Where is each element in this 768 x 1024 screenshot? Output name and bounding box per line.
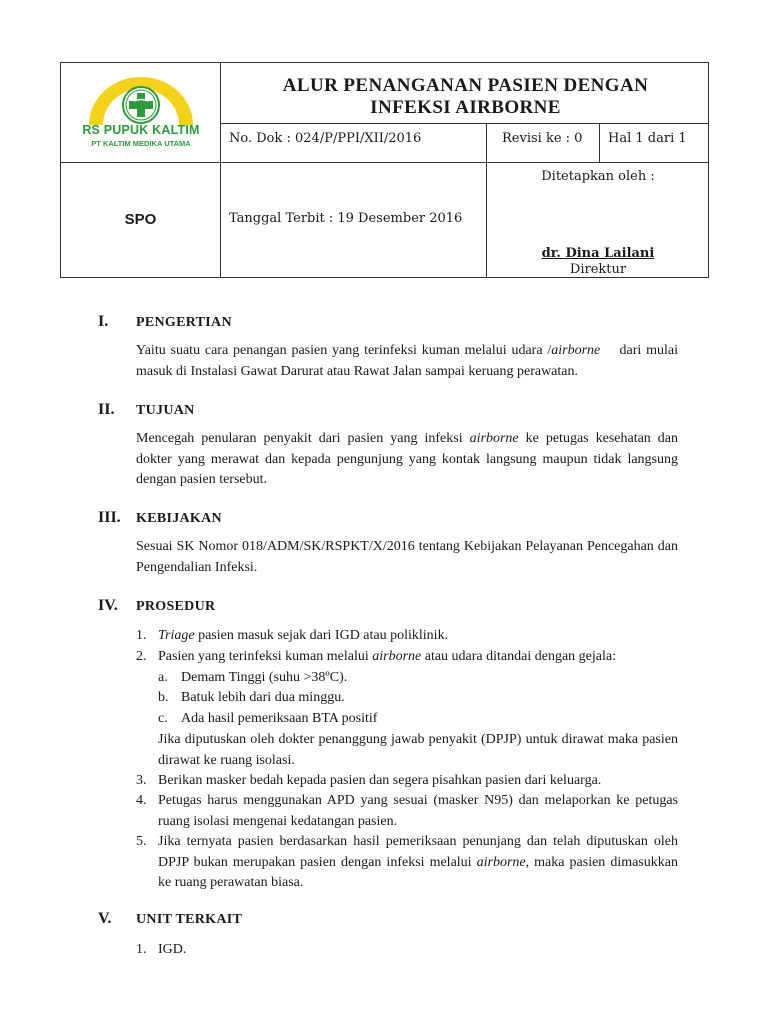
- section-title: KEBIJAKAN: [136, 511, 222, 526]
- section-number: I.: [98, 313, 109, 330]
- text-emphasis: airborne: [551, 343, 601, 358]
- section-heading-tujuan: [98, 401, 195, 419]
- list-text: [158, 647, 678, 668]
- text-run: atau udara ditandai dengan gejala:: [424, 649, 616, 664]
- list-item: [136, 791, 678, 833]
- list-text: Ada hasil pemeriksaan BTA positif: [181, 711, 378, 726]
- text-run: Pasien yang terinfeksi kuman melalui: [158, 649, 369, 664]
- text-run: dari mulai masuk di Instalasi Gawat Darurat atau Rawat Jalan sampai keruang perawatan.: [136, 343, 678, 379]
- table-divider: [220, 123, 709, 124]
- list-item: [136, 626, 678, 647]
- sub-list-item: [158, 688, 678, 709]
- list-text: Demam Tinggi (suhu >38ºC).: [181, 670, 348, 685]
- revision-number: Revisi ke : 0: [502, 131, 583, 146]
- text-emphasis: Triage: [158, 628, 195, 643]
- logo-subtitle: PT KALTIM MEDIKA UTAMA: [91, 139, 191, 148]
- document-number: No. Dok : 024/P/PPI/XII/2016: [229, 131, 422, 146]
- section-title: UNIT TERKAIT: [136, 912, 243, 927]
- list-item: [136, 771, 678, 792]
- title-line-1: ALUR PENANGANAN PASIEN DENGAN: [282, 75, 649, 96]
- text-emphasis: airborne: [372, 649, 422, 664]
- document-title: [221, 75, 710, 119]
- list-number: 1.: [136, 628, 147, 643]
- text-emphasis: airborne: [469, 431, 519, 446]
- table-divider: [599, 123, 600, 162]
- issue-date: Tanggal Terbit : 19 Desember 2016: [229, 211, 463, 226]
- text-run: ke petugas kesehatan dan dokter yang merawat dan kepada pengunjung yang kontak langsung maupun tidak langsung dengan pasien tersebut.: [136, 431, 679, 488]
- list-letter: b.: [158, 690, 169, 705]
- list-item: [136, 940, 678, 961]
- section-number: V.: [98, 910, 112, 927]
- page-indicator: Hal 1 dari 1: [608, 131, 687, 146]
- hospital-logo: [61, 63, 220, 162]
- list-number: 2.: [136, 649, 147, 664]
- section-title: TUJUAN: [136, 403, 195, 418]
- section-number: IV.: [98, 597, 118, 614]
- logo-name: RS PUPUK KALTIM: [82, 123, 200, 137]
- section-heading-prosedur: [98, 597, 215, 615]
- list-text: Batuk lebih dari dua minggu.: [181, 690, 345, 705]
- section-number: II.: [98, 401, 115, 418]
- section-paragraph: [136, 341, 678, 382]
- list-note: Jika diputuskan oleh dokter penanggung jawab penyakit (DPJP) untuk dirawat maka pasien dirawat ke ruang isolasi.: [158, 732, 678, 768]
- approved-by-label: Ditetapkan oleh :: [541, 169, 655, 184]
- list-item: [136, 647, 678, 668]
- section-number: III.: [98, 509, 121, 526]
- section-paragraph: Sesuai SK Nomor 018/ADM/SK/RSPKT/X/2016 tentang Kebijakan Pelayanan Pencegahan dan Pengendalian Infeksi.: [136, 539, 678, 575]
- section-heading-unit-terkait: [98, 910, 242, 928]
- list-number: 3.: [136, 773, 147, 788]
- text-run: maka pasien dimasukkan ke ruang perawatan biasa.: [158, 854, 678, 891]
- logo-emblem-icon: [83, 71, 199, 125]
- document-type-label: SPO: [124, 211, 157, 228]
- list-number: 1.: [136, 942, 147, 957]
- section-heading-kebijakan: [98, 509, 222, 527]
- list-item: [136, 832, 678, 895]
- list-number: 4.: [136, 793, 147, 808]
- section-paragraph: [136, 429, 678, 491]
- signer-title: Direktur: [569, 262, 627, 277]
- section-heading-pengertian: [98, 313, 232, 331]
- text-run: Mencegah penularan penyakit dari pasien yang infeksi: [136, 431, 463, 446]
- list-text: Berikan masker bedah kepada pasien dan segera pisahkan pasien dari keluarga.: [158, 773, 602, 788]
- list-text: [158, 626, 678, 647]
- section-title: PENGERTIAN: [136, 315, 232, 330]
- text-run: Jika ternyata pasien berdasarkan hasil pemeriksaan penunjang dan telah diputuskan oleh DPJP bukan merupakan pasien dengan infeksi melalui: [158, 834, 678, 870]
- table-divider: [61, 162, 709, 163]
- title-line-2: INFEKSI AIRBORNE: [370, 97, 561, 118]
- list-text: [158, 832, 678, 894]
- section-title: PROSEDUR: [136, 599, 216, 614]
- list-text: Petugas harus menggunakan APD yang sesuai (masker N95) dan melaporkan ke petugas ruang isolasi mengenai kedatangan pasien.: [158, 793, 678, 829]
- list-letter: a.: [158, 670, 168, 685]
- sub-list-item: [158, 668, 678, 689]
- text-emphasis: airborne,: [476, 854, 530, 870]
- text-run: pasien masuk sejak dari IGD atau poliklinik.: [198, 628, 449, 643]
- list-text: IGD.: [158, 942, 187, 957]
- sub-list-item: [158, 709, 678, 730]
- list-number: 5.: [136, 834, 147, 849]
- document-header-table: [60, 62, 709, 278]
- text-run: Yaitu suatu cara penangan pasien yang terinfeksi kuman melalui udara /: [136, 343, 552, 358]
- signer-name: dr. Dina Lailani: [541, 246, 655, 261]
- list-letter: c.: [158, 711, 168, 726]
